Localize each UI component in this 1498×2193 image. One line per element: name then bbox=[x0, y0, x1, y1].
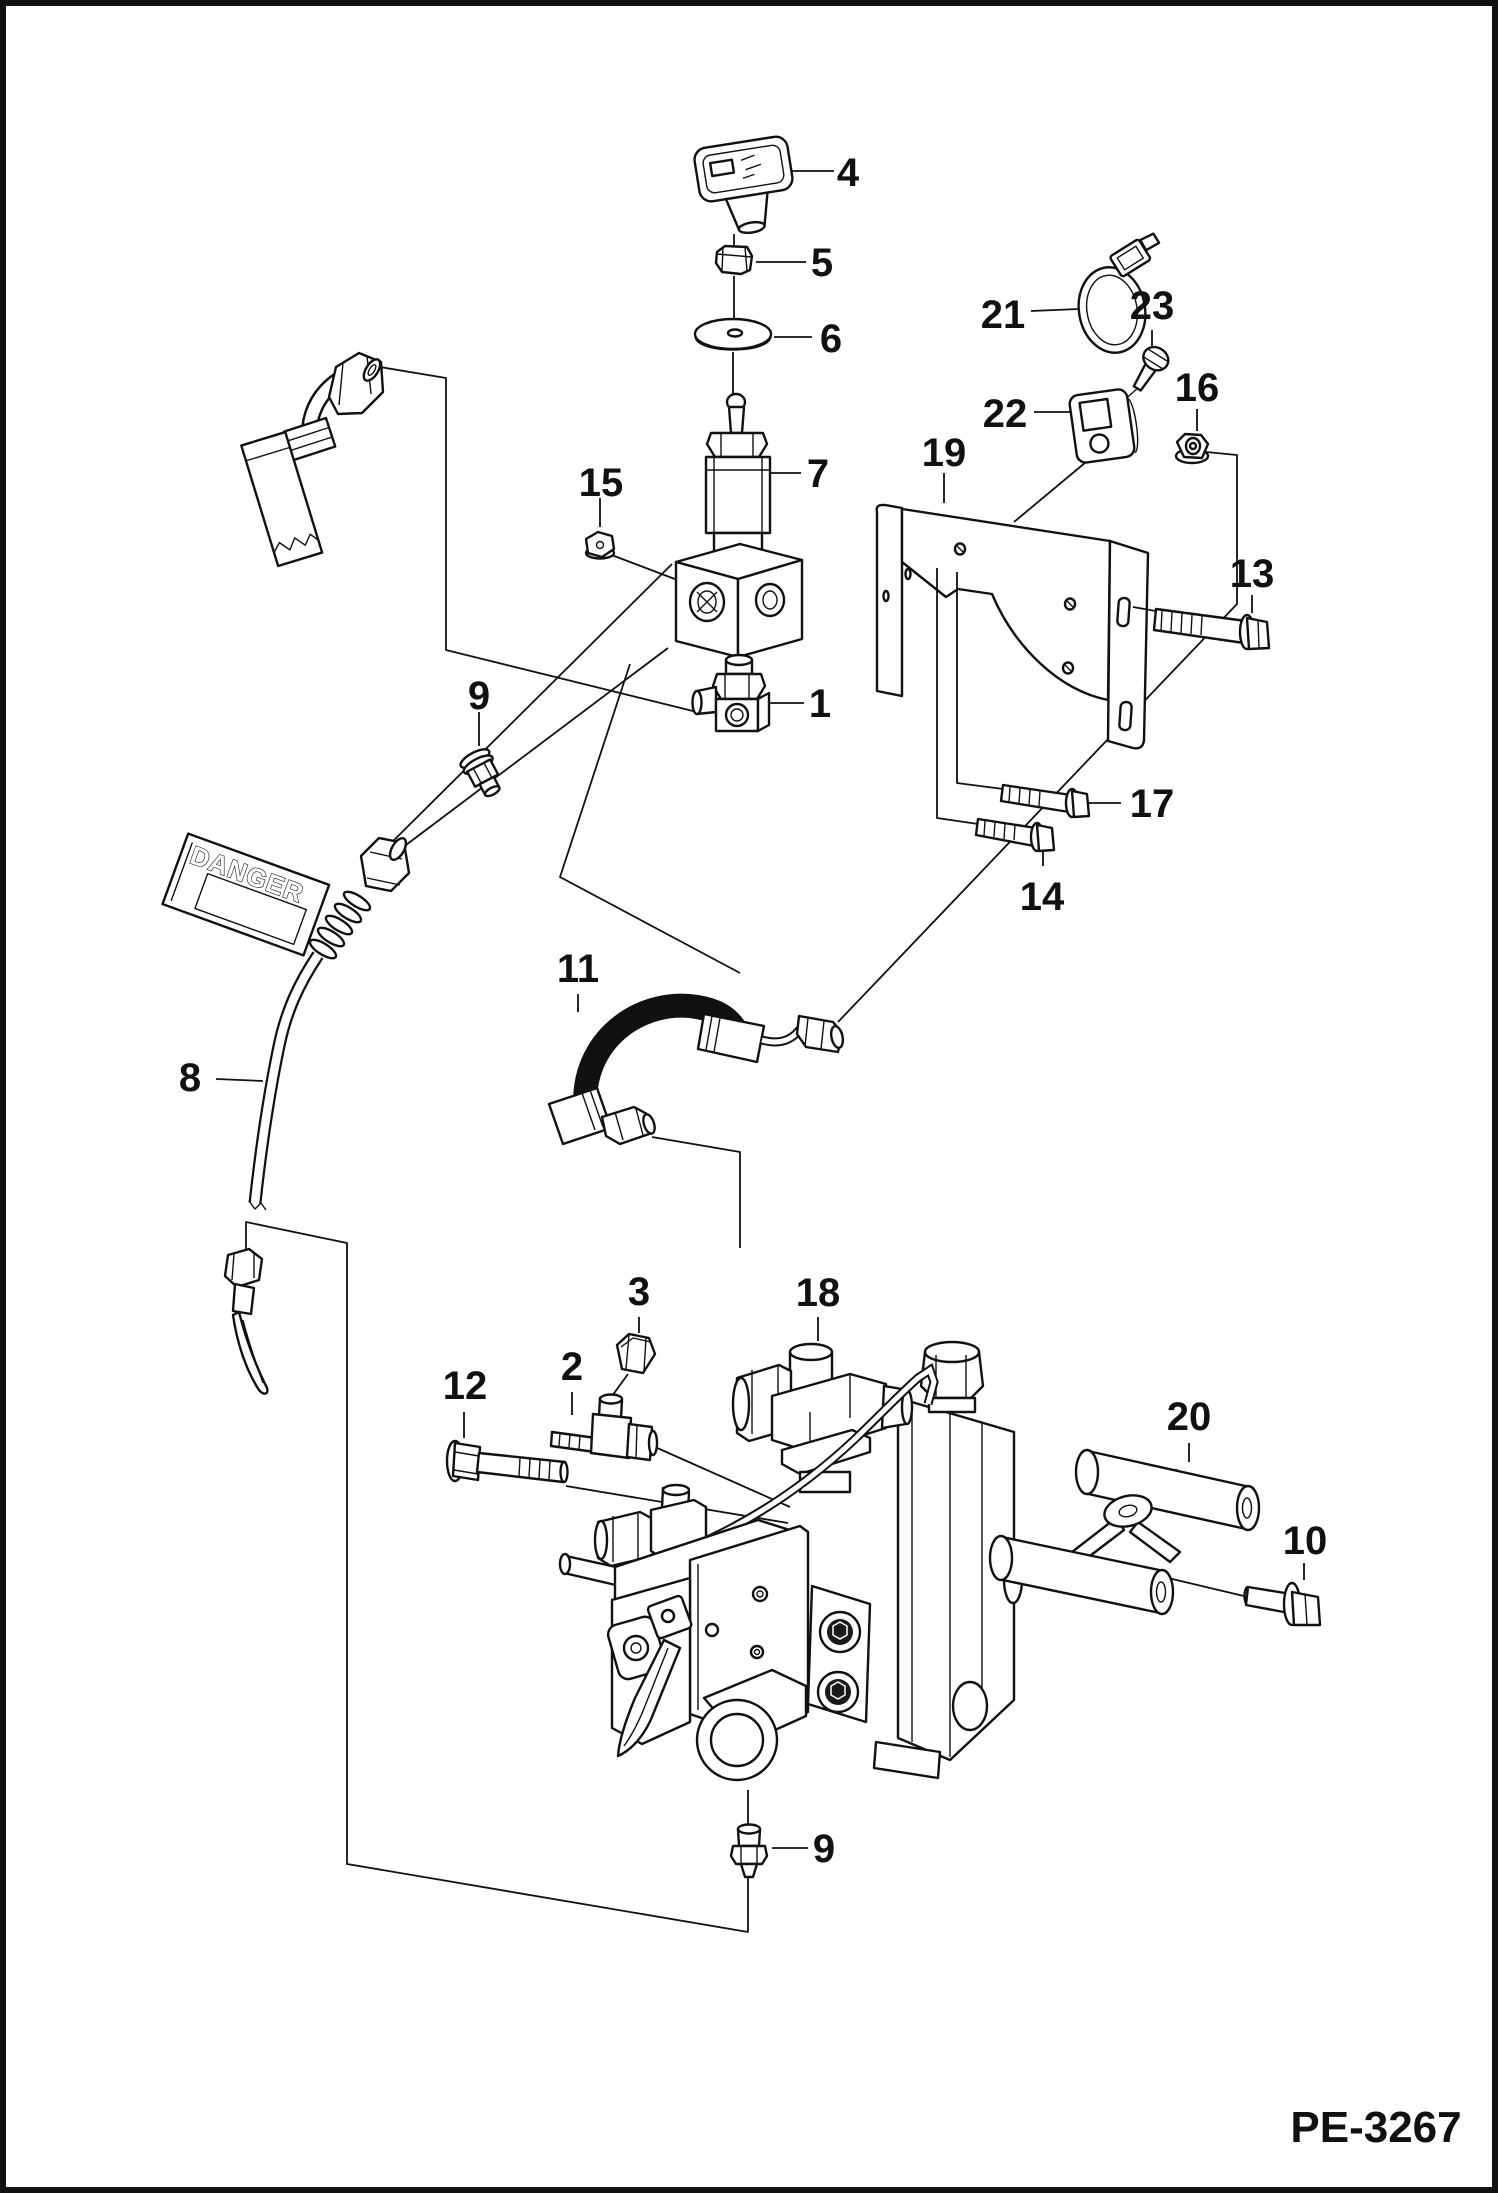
callout-9: 9 bbox=[812, 1827, 836, 1871]
part-1-elbow-fitting bbox=[693, 655, 770, 731]
callout-8: 8 bbox=[178, 1056, 202, 1100]
callout-10: 10 bbox=[1282, 1519, 1328, 1563]
callout-5: 5 bbox=[810, 241, 834, 285]
part-6-disc bbox=[695, 319, 771, 350]
callout-17: 17 bbox=[1129, 782, 1175, 826]
callout-18: 18 bbox=[795, 1271, 841, 1315]
callout-3: 3 bbox=[627, 1270, 651, 1314]
callout-13: 13 bbox=[1229, 552, 1275, 596]
callout-11: 11 bbox=[556, 947, 600, 991]
part-22-clip bbox=[1069, 388, 1141, 464]
callout-1: 1 bbox=[808, 682, 832, 726]
part-18-valve-assembly bbox=[560, 1342, 1022, 1780]
callout-9: 9 bbox=[467, 674, 491, 718]
part-7-relief-valve bbox=[676, 394, 802, 657]
danger-tag-text: DANGER bbox=[186, 839, 309, 909]
callout-15: 15 bbox=[578, 461, 624, 505]
danger-tag bbox=[163, 834, 330, 956]
part-3-cap-nut bbox=[617, 1334, 655, 1373]
part-12-bolt bbox=[447, 1441, 568, 1482]
callout-19: 19 bbox=[921, 431, 967, 475]
callout-23: 23 bbox=[1129, 284, 1175, 328]
part-4-knob bbox=[693, 135, 800, 240]
part-11-hose bbox=[549, 1006, 845, 1144]
part-14-bolt bbox=[976, 819, 1054, 851]
callout-22: 22 bbox=[982, 392, 1028, 436]
figure-code: PE-3267 bbox=[1290, 2103, 1462, 2152]
callout-6: 6 bbox=[819, 317, 843, 361]
part-15-nut bbox=[586, 532, 614, 559]
part-17-bolt bbox=[1001, 785, 1089, 817]
part-10-bolt bbox=[1245, 1583, 1321, 1625]
callout-21: 21 bbox=[980, 293, 1026, 337]
part-2-tee-fitting bbox=[551, 1395, 657, 1461]
callout-16: 16 bbox=[1174, 366, 1220, 410]
part-5-nut bbox=[716, 246, 752, 274]
callout-20: 20 bbox=[1166, 1395, 1212, 1439]
callout-12: 12 bbox=[442, 1364, 488, 1408]
callout-14: 14 bbox=[1019, 875, 1065, 919]
callout-7: 7 bbox=[806, 452, 830, 496]
part-9-fitting-lower bbox=[731, 1825, 767, 1878]
part-8-hose bbox=[163, 353, 410, 1394]
callout-4: 4 bbox=[836, 151, 860, 195]
part-16-flange-nut bbox=[1176, 434, 1208, 463]
part-19-bracket bbox=[877, 505, 1148, 748]
callout-2: 2 bbox=[560, 1345, 584, 1389]
part-13-bolt bbox=[1154, 609, 1269, 649]
